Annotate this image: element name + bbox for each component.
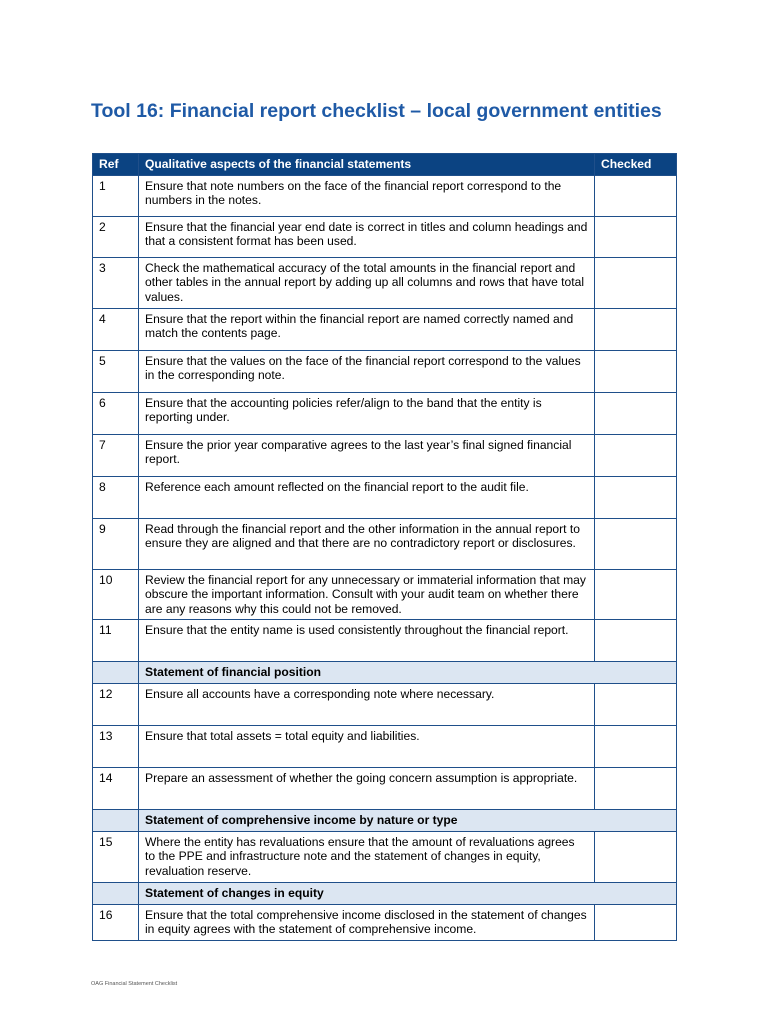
ref-column-header: Ref (93, 154, 139, 176)
section-row (93, 662, 677, 684)
checked-cell[interactable] (595, 351, 677, 393)
section-heading: Statement of financial position (139, 662, 677, 684)
table-row (93, 435, 677, 477)
ref-cell: 13 (93, 726, 139, 768)
description-cell: Ensure that the entity name is used consistently throughout the financial report. (139, 620, 595, 662)
checklist-body (93, 176, 677, 941)
table-row (93, 351, 677, 393)
table-row (93, 832, 677, 883)
description-cell: Ensure that note numbers on the face of the financial report correspond to the numbers in the notes. (139, 176, 595, 217)
ref-cell: 5 (93, 351, 139, 393)
ref-cell: 2 (93, 217, 139, 258)
table-row (93, 684, 677, 726)
ref-cell: 6 (93, 393, 139, 435)
checked-cell[interactable] (595, 217, 677, 258)
table-row (93, 726, 677, 768)
table-row (93, 620, 677, 662)
checked-cell[interactable] (595, 435, 677, 477)
table-row (93, 477, 677, 519)
ref-cell: 16 (93, 905, 139, 941)
checklist-table (92, 153, 677, 941)
checked-cell[interactable] (595, 768, 677, 810)
description-cell: Ensure that the accounting policies refer/align to the band that the entity is reporting under. (139, 393, 595, 435)
checked-cell[interactable] (595, 832, 677, 883)
section-heading: Statement of comprehensive income by nature or type (139, 810, 677, 832)
section-ref-cell (93, 662, 139, 684)
checked-cell[interactable] (595, 570, 677, 620)
table-row (93, 258, 677, 309)
section-ref-cell (93, 883, 139, 905)
description-cell: Reference each amount reflected on the financial report to the audit file. (139, 477, 595, 519)
checked-cell[interactable] (595, 519, 677, 570)
section-heading: Statement of changes in equity (139, 883, 677, 905)
description-cell: Ensure all accounts have a corresponding note where necessary. (139, 684, 595, 726)
description-cell: Ensure that the financial year end date is correct in titles and column headings and that a consistent format has been used. (139, 217, 595, 258)
checked-cell[interactable] (595, 393, 677, 435)
ref-cell: 8 (93, 477, 139, 519)
checked-cell[interactable] (595, 684, 677, 726)
description-cell: Read through the financial report and the other information in the annual report to ensure they are aligned and that there are no contradictory report or disclosures. (139, 519, 595, 570)
table-row (93, 176, 677, 217)
table-row (93, 768, 677, 810)
description-cell: Ensure that the values on the face of the financial report correspond to the values in the corresponding note. (139, 351, 595, 393)
checked-cell[interactable] (595, 258, 677, 309)
description-cell: Ensure that total assets = total equity and liabilities. (139, 726, 595, 768)
ref-cell: 12 (93, 684, 139, 726)
description-cell: Ensure that the report within the financial report are named correctly named and match the contents page. (139, 309, 595, 351)
ref-cell: 4 (93, 309, 139, 351)
description-cell: Check the mathematical accuracy of the total amounts in the financial report and other tables in the annual report by adding up all columns and rows that have total values. (139, 258, 595, 309)
ref-cell: 3 (93, 258, 139, 309)
checked-cell[interactable] (595, 176, 677, 217)
table-header-row (93, 154, 677, 176)
table-row (93, 309, 677, 351)
section-row (93, 883, 677, 905)
table-row (93, 570, 677, 620)
ref-cell: 11 (93, 620, 139, 662)
table-row (93, 393, 677, 435)
ref-cell: 9 (93, 519, 139, 570)
page-title: Tool 16: Financial report checklist – local government entities (91, 100, 662, 122)
ref-cell: 14 (93, 768, 139, 810)
ref-cell: 1 (93, 176, 139, 217)
checked-cell[interactable] (595, 309, 677, 351)
ref-cell: 10 (93, 570, 139, 620)
table-row (93, 217, 677, 258)
table-row (93, 519, 677, 570)
ref-cell: 7 (93, 435, 139, 477)
description-cell: Where the entity has revaluations ensure that the amount of revaluations agrees to the PPE and infrastructure note and the statement of changes in equity, revaluation reserve. (139, 832, 595, 883)
ref-cell: 15 (93, 832, 139, 883)
page-footer: OAG Financial Statement Checklist (91, 981, 178, 987)
checked-column-header: Checked (595, 154, 677, 176)
description-cell: Prepare an assessment of whether the going concern assumption is appropriate. (139, 768, 595, 810)
checked-cell[interactable] (595, 620, 677, 662)
section-ref-cell (93, 810, 139, 832)
description-cell: Ensure that the total comprehensive income disclosed in the statement of changes in equity agrees with the statement of comprehensive income. (139, 905, 595, 941)
checked-cell[interactable] (595, 477, 677, 519)
description-column-header: Qualitative aspects of the financial statements (139, 154, 595, 176)
checked-cell[interactable] (595, 726, 677, 768)
section-row (93, 810, 677, 832)
description-cell: Ensure the prior year comparative agrees to the last year’s final signed financial report. (139, 435, 595, 477)
table-row (93, 905, 677, 941)
description-cell: Review the financial report for any unnecessary or immaterial information that may obscure the important information. Consult with your audit team on whether there are any reasons why this could not be removed. (139, 570, 595, 620)
checked-cell[interactable] (595, 905, 677, 941)
